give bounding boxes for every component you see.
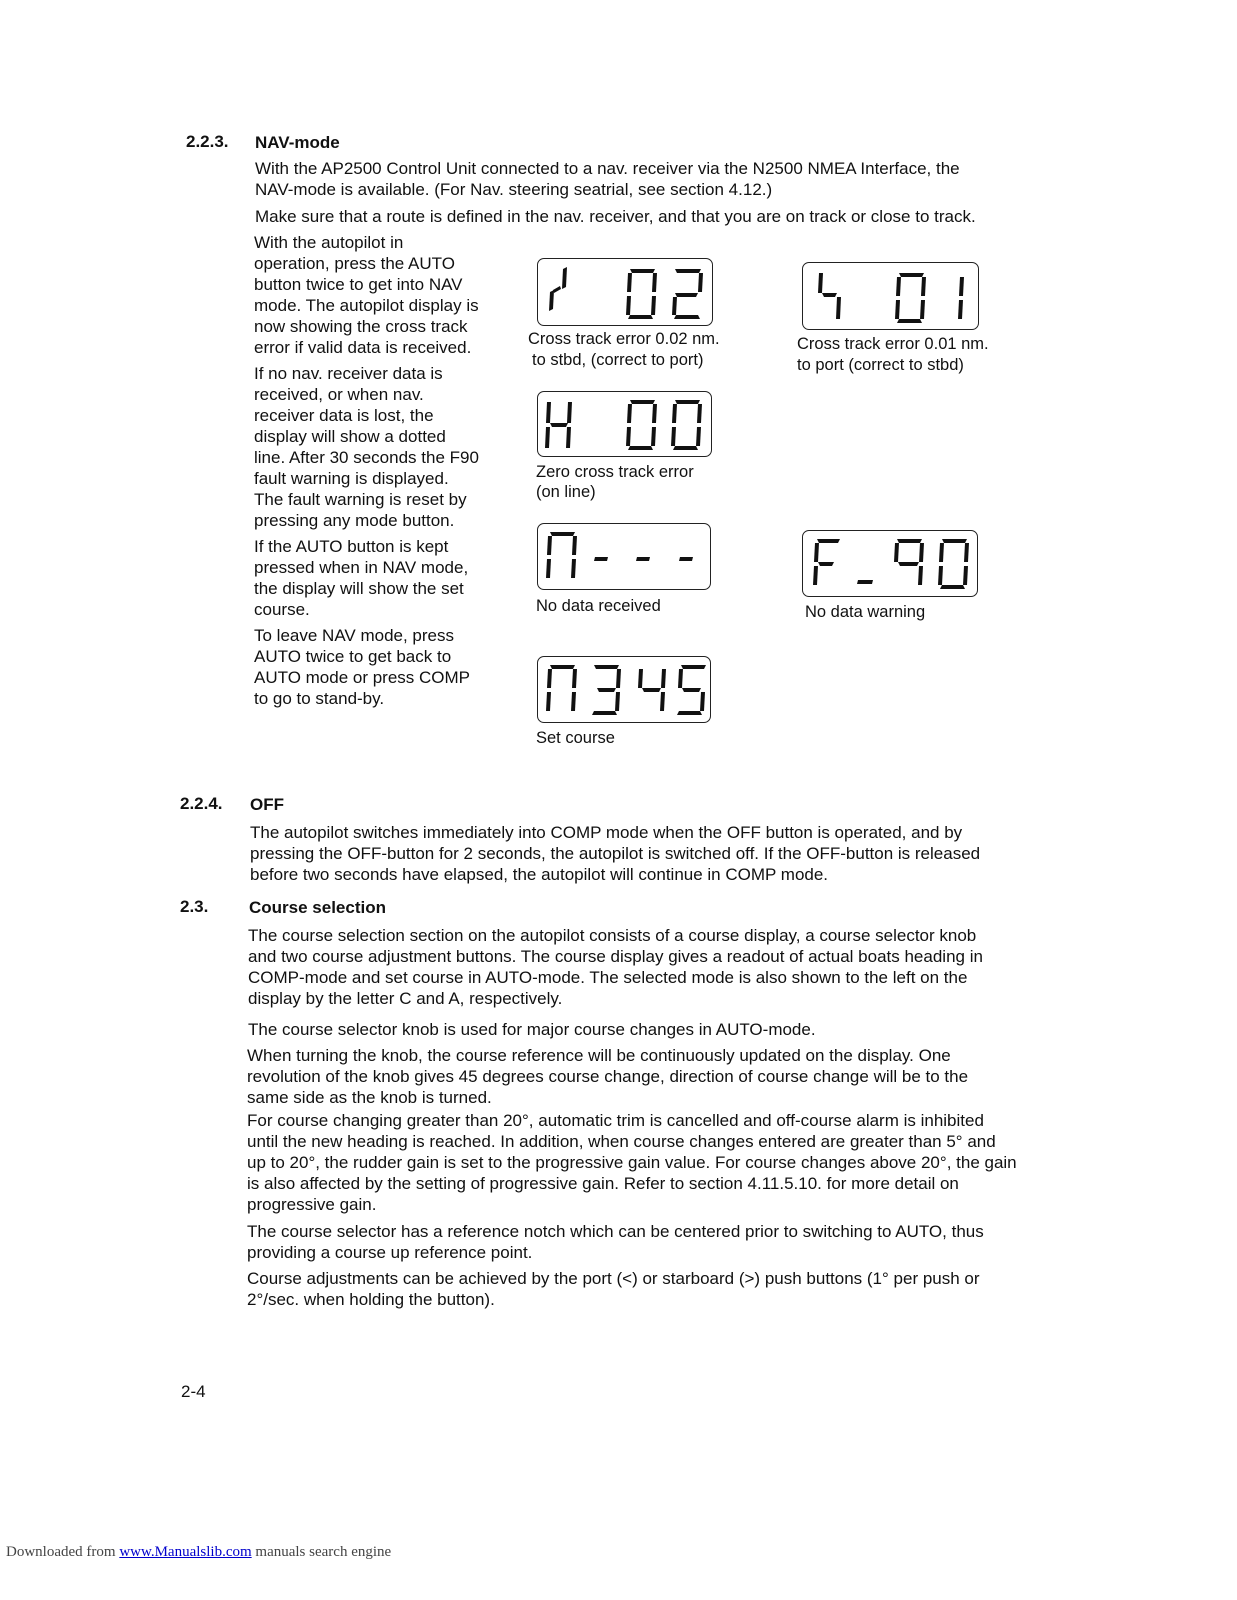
section-number-off: 2.2.4. xyxy=(180,794,223,813)
lcd-xte-stbd-segments xyxy=(538,259,714,327)
nav-route-paragraph: Make sure that a route is defined in the nav. receiver, and that you are on track or close to track. xyxy=(255,207,976,226)
course-selection-paragraph-4: For course changing greater than 20°, automatic trim is cancelled and off-course alarm is inhibited until the new heading is reached. In addition, when course changes entered are greater than 5° and up to 20°, the rudder gain is set to the progressive gain value. For course changes above 20°, the gain is also affected by the setting of progressive gain. Refer to section 4.11.5.10. for more detail on progressive gain. xyxy=(247,1111,1017,1214)
lcd-set-course-segments xyxy=(538,657,712,724)
download-footer xyxy=(6,1544,391,1561)
lcd-no-data-warning-segments xyxy=(803,531,979,598)
nav-left-column xyxy=(254,232,480,714)
caption-set-course: Set course xyxy=(536,729,615,747)
footer-prefix: Downloaded from xyxy=(6,1544,120,1560)
section-title-nav-mode: NAV-mode xyxy=(255,133,340,152)
caption-xte-port-line2: to port (correct to stbd) xyxy=(797,356,964,374)
off-paragraph: The autopilot switches immediately into COMP mode when the OFF button is operated, and by pressing the OFF-button for 2 seconds, the autopilot is switched off. If the OFF-button is released before two seconds have elapsed, the autopilot will continue in COMP mode. xyxy=(250,823,981,884)
caption-zero-xte-line1: Zero cross track error xyxy=(536,463,694,481)
caption-zero-xte-line2: (on line) xyxy=(536,483,596,501)
course-selection-paragraph-3: When turning the knob, the course reference will be continuously updated on the display. One revolution of the knob gives 45 degrees course change, direction of course change will be to the same side as the knob is turned. xyxy=(247,1046,969,1107)
caption-xte-stbd-line1: Cross track error 0.02 nm. xyxy=(528,330,720,348)
course-selection-paragraph-5: The course selector has a reference notch which can be centered prior to switching to AUTO, thus providing a course up reference point. xyxy=(247,1222,984,1262)
lcd-no-data xyxy=(537,523,711,590)
manualslib-link[interactable]: www.Manualslib.com xyxy=(119,1544,252,1560)
nav-paragraph-no-data: If no nav. receiver data is received, or when nav. receiver data is lost, the display will show a dotted line. After 30 seconds the F90 fault warning is displayed. The fault warning is reset by pressing any mode button. xyxy=(254,364,479,530)
lcd-set-course xyxy=(537,656,711,723)
section-title-off: OFF xyxy=(250,795,284,814)
lcd-xte-stbd xyxy=(537,258,713,326)
nav-paragraph-enter: With the autopilot in operation, press the AUTO button twice to get into NAV mode. The autopilot display is now showing the cross track error if valid data is received. xyxy=(254,233,479,357)
lcd-zero-xte-segments xyxy=(538,392,713,458)
section-title-course-selection: Course selection xyxy=(249,898,386,917)
section-number-nav-mode: 2.2.3. xyxy=(186,132,229,151)
course-selection-paragraph-2: The course selector knob is used for major course changes in AUTO-mode. xyxy=(248,1020,816,1039)
lcd-xte-port-segments xyxy=(803,263,980,331)
lcd-no-data-warning xyxy=(802,530,978,597)
course-selection-paragraph-1: The course selection section on the autopilot consists of a course display, a course selector knob and two course adjustment buttons. The course display gives a readout of actual boats heading in COMP-mode and set course in AUTO-mode. The selected mode is also shown to the left on the display by the letter C and A, respectively. xyxy=(248,926,983,1008)
page-number: 2-4 xyxy=(181,1382,206,1401)
nav-paragraph-set-course: If the AUTO button is kept pressed when in NAV mode, the display will show the set course. xyxy=(254,537,469,619)
lcd-xte-port xyxy=(802,262,979,330)
footer-suffix: manuals search engine xyxy=(251,1544,392,1560)
caption-xte-stbd-line2: to stbd, (correct to port) xyxy=(532,351,704,369)
nav-paragraph-leave: To leave NAV mode, press AUTO twice to get back to AUTO mode or press COMP to go to stand-by. xyxy=(254,626,470,708)
lcd-zero-xte xyxy=(537,391,712,457)
caption-xte-port-line1: Cross track error 0.01 nm. xyxy=(797,335,989,353)
lcd-no-data-segments xyxy=(538,524,712,591)
course-selection-paragraph-6: Course adjustments can be achieved by the port (<) or starboard (>) push buttons (1° per push or 2°/sec. when holding the button). xyxy=(247,1269,980,1309)
caption-no-data-warning: No data warning xyxy=(805,603,926,621)
section-number-course-selection: 2.3. xyxy=(180,897,209,916)
caption-no-data: No data received xyxy=(536,597,661,615)
nav-intro-paragraph: With the AP2500 Control Unit connected to a nav. receiver via the N2500 NMEA Interface, the NAV-mode is available. (For Nav. steering seatrial, see section 4.12.) xyxy=(255,159,960,199)
